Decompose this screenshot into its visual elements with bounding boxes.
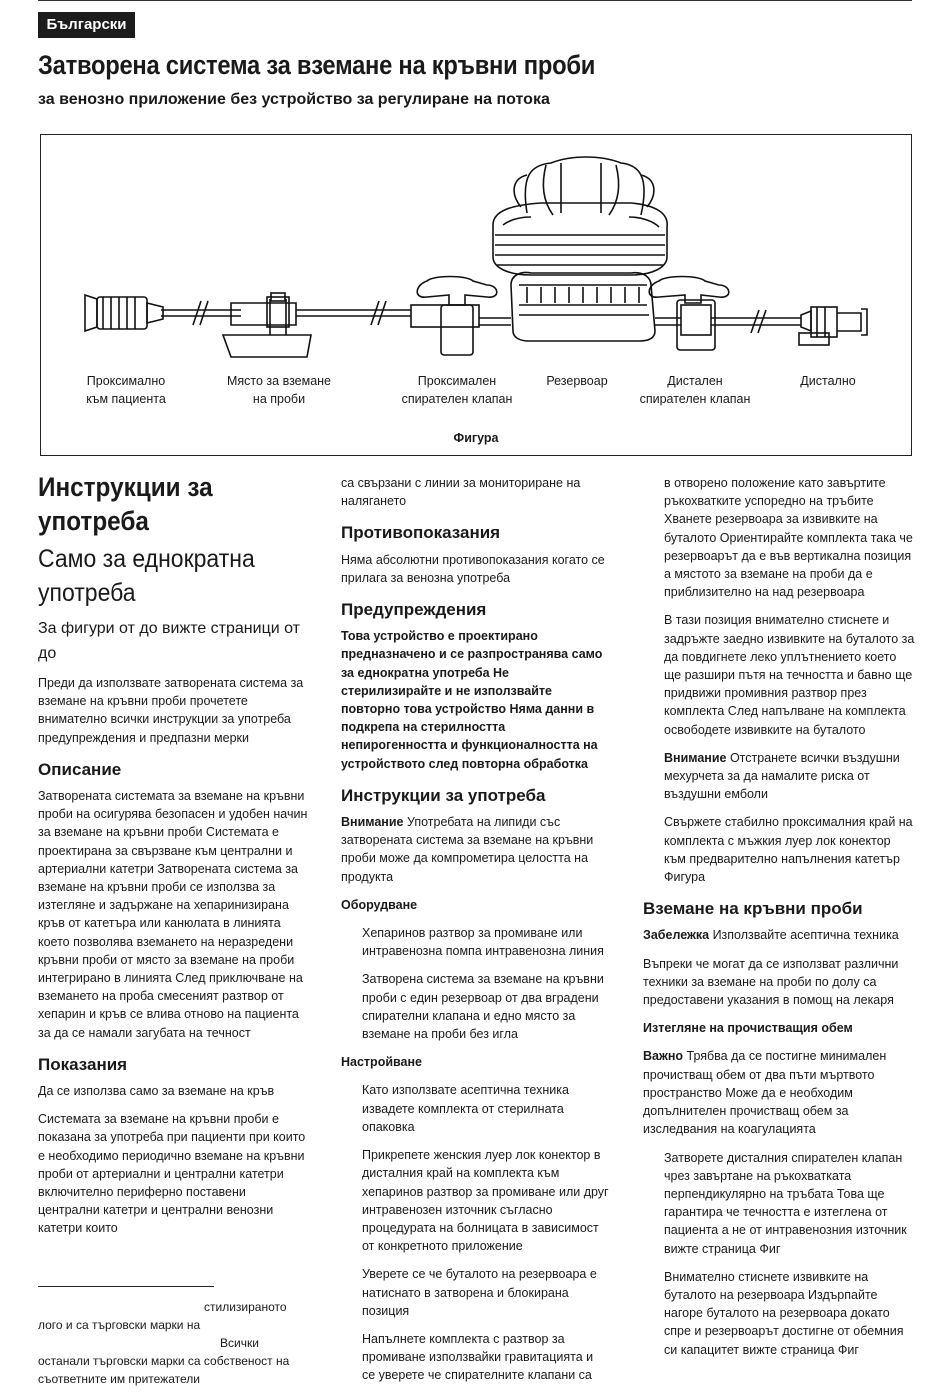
- page-title: Затворена система за вземане на кръвни проби: [38, 50, 596, 80]
- page-subtitle: за венозно приложение без устройство за регулиране на потока: [38, 91, 550, 108]
- caution-air: [664, 749, 915, 804]
- figure-reference: За фигури от до вижте страници от до: [38, 620, 300, 662]
- footnote-rule: [38, 1286, 214, 1287]
- footnote: [38, 1298, 298, 1388]
- footnote-line-1: стилизираното: [204, 1300, 287, 1314]
- contraindications-paragraph: Няма абсолютни противопоказания когато се прилага за венозна употреба: [341, 552, 605, 585]
- blood-sampling-paragraph: Въпреки че могат да се използват различни техники за вземане на проби по долу са предоставени указания в помощ на лекаря: [643, 956, 899, 1008]
- device-figure: [40, 134, 912, 456]
- label-sampling-site: Място за вземане на проби: [226, 374, 332, 406]
- setup-step-4-continued: в отворено положение като завъртите ръкохватките успоредно на тръбите Хванете резервоара за извивките на буталото Ориентирайте комплекта така че резервоарът да е във вертикална позиция а мястото за вземане на проби да е приблизително на над резервоара: [664, 476, 913, 600]
- single-use-heading: Само за еднократна употреба: [38, 545, 255, 607]
- setup-heading: Настройване: [341, 1055, 422, 1070]
- draw-step-2: Внимателно стиснете извивките на буталото на резервоара Издърпайте нагоре буталото на резервоара докато спре и резервоарът достигне от обемния си капацитет вижте страница Фиг: [664, 1269, 904, 1357]
- caution-label: Внимание: [341, 815, 404, 830]
- note-text: Използвайте асептична техника: [709, 928, 899, 943]
- label-proximal: Проксимално към пациента: [86, 374, 166, 406]
- warnings-paragraph: Това устройство е проектирано предназначено и се разпространява само за еднократна употреба Не стерилизирайте и не използвайте повторно това устройство Няма данни в подкрепа на стерилността непирогенността и функционалността на устройството след повторна обработка: [341, 629, 603, 771]
- instructions-heading: Инструкции за употреба: [38, 472, 213, 536]
- figure-caption: Фигура: [453, 431, 499, 445]
- draw-step-1: Затворете дисталния спирателен клапан чрез завъртане на ръкохватката перпендикулярно на тръбата Това ще гарантира че течността е изтеглена от пациента а не от интравенозния източник вижте страница Фиг: [664, 1150, 907, 1256]
- equipment-item-1: Хепаринов разтвор за промиване или интравенозна помпа интравенозна линия: [362, 926, 604, 959]
- equipment-item-2: Затворена система за вземане на кръвни проби с един резервоар от два вградени спирателни клапана и едно място за вземане на проби без игла: [362, 972, 604, 1042]
- footnote-line-2: лого и са търговски марки на: [38, 1318, 201, 1332]
- usage-heading: Инструкции за употреба: [341, 785, 546, 805]
- note-aseptic: [643, 926, 915, 944]
- description-heading: Описание: [38, 759, 122, 779]
- caution-lipids: [341, 813, 609, 886]
- column-3: [643, 474, 915, 1369]
- indications-paragraph-1: Да се използва само за вземане на кръв: [38, 1084, 275, 1099]
- intro-paragraph: Преди да използвате затворената система за вземане на кръвни проби прочетете внимателно всички инструкции за употреба предупреждения и предпазни мерки: [38, 676, 304, 745]
- blood-sampling-heading: Вземане на кръвни проби: [643, 899, 863, 919]
- setup-step-2: Прикрепете женския луер лок конектор в дисталния край на комплекта към хепаринов разтвор за промиване или друг интравенозен източник съгласно процедурата на болницата в зависимост от конкретното приложение: [362, 1148, 609, 1254]
- setup-step-3: Уверете се че буталото на резервоара е натиснато в затворена и блокирана позиция: [362, 1267, 597, 1318]
- caution-label-2: Внимание: [664, 750, 727, 765]
- caution-text: Употребата на липиди със затворената система за вземане на кръвни проби може да компрометира целостта на продукта: [341, 815, 594, 884]
- important-label: Важно: [643, 1049, 684, 1064]
- label-distal: Дистално: [800, 374, 856, 388]
- indications-paragraph-2: Системата за вземане на кръвни проби е показана за употреба при пациенти при които е необходимо периодично вземане на кръвни проби от артериални и централни катетри включително периферно поставени централни катетри и централни венозни катетри които: [38, 1112, 306, 1236]
- footnote-line-4: останали търговски марки са собственост на съответните им притежатели: [38, 1354, 290, 1386]
- setup-step-6: Свържете стабилно проксималния край на комплекта с мъжкия луер лок конектор към предварително напълнения катетър Фигура: [664, 815, 913, 885]
- top-rule: [38, 0, 912, 1]
- indications-heading: Показания: [38, 1054, 128, 1074]
- important-text: Трябва да се постигне минимален прочистващ обем от два пъти мъртвото пространство Може да е необходим допълнителен прочистващ обем за изследвания на коагулацията: [643, 1049, 887, 1137]
- label-proximal-stopcock: Проксимален спирателен клапан: [401, 374, 513, 406]
- equipment-heading: Оборудване: [341, 897, 418, 912]
- column-2: [341, 474, 609, 1395]
- warnings-heading: Предупреждения: [341, 600, 487, 620]
- footnote-line-3: Всички: [220, 1336, 259, 1350]
- label-distal-stopcock: Дистален спирателен клапан: [639, 374, 751, 406]
- label-reservoir: Резервоар: [546, 374, 608, 388]
- setup-step-5: В тази позиция внимателно стиснете и задръжте заедно извивките на буталото за да повдигнете леко уплътнението което ще разшири пътя на течността и бавно ще придвижи промивния разтвор през комплекта След напълване на комплекта освободете извивките на буталото: [664, 613, 915, 737]
- contraindications-heading: Противопоказания: [341, 523, 501, 543]
- description-paragraph: Затворената системата за вземане на кръвни проби на осигурява безопасен и удобен начин за вземане на кръвни проби Системата е проектирана за свързване към централни и артериални катетри Затворената система за вземане на кръвни проби се използва за изтегляне и задържане на хепаринизирана кръв от катетъра или канюлата в линията което позволява вземането на неразредени кръвни проби от място за вземане на проби интегрирано в линията След приключване на вземането на проба смесеният разтвор от хепарин и кръв се влива отново на пациента за да се намали загубата на течност: [38, 789, 308, 1040]
- language-tag: Български: [38, 12, 135, 38]
- important-note: [643, 1047, 915, 1138]
- draw-volume-heading: Изтегляне на прочистващия обем: [643, 1021, 853, 1036]
- caution-air-text: Отстранете всички въздушни мехурчета за да намалите риска от въздушни емболи: [664, 750, 900, 802]
- note-label: Забележка: [643, 928, 710, 943]
- setup-step-1: Като използвате асептична техника извадете комплекта от стерилната опаковка: [362, 1083, 569, 1134]
- indications-continued: са свързани с линии за мониториране на налягането: [341, 476, 581, 509]
- setup-step-4: Напълнете комплекта с разтвор за промиване използвайки гравитацията и се уверете че спирателните клапани са: [362, 1331, 594, 1383]
- column-1: [38, 470, 310, 1248]
